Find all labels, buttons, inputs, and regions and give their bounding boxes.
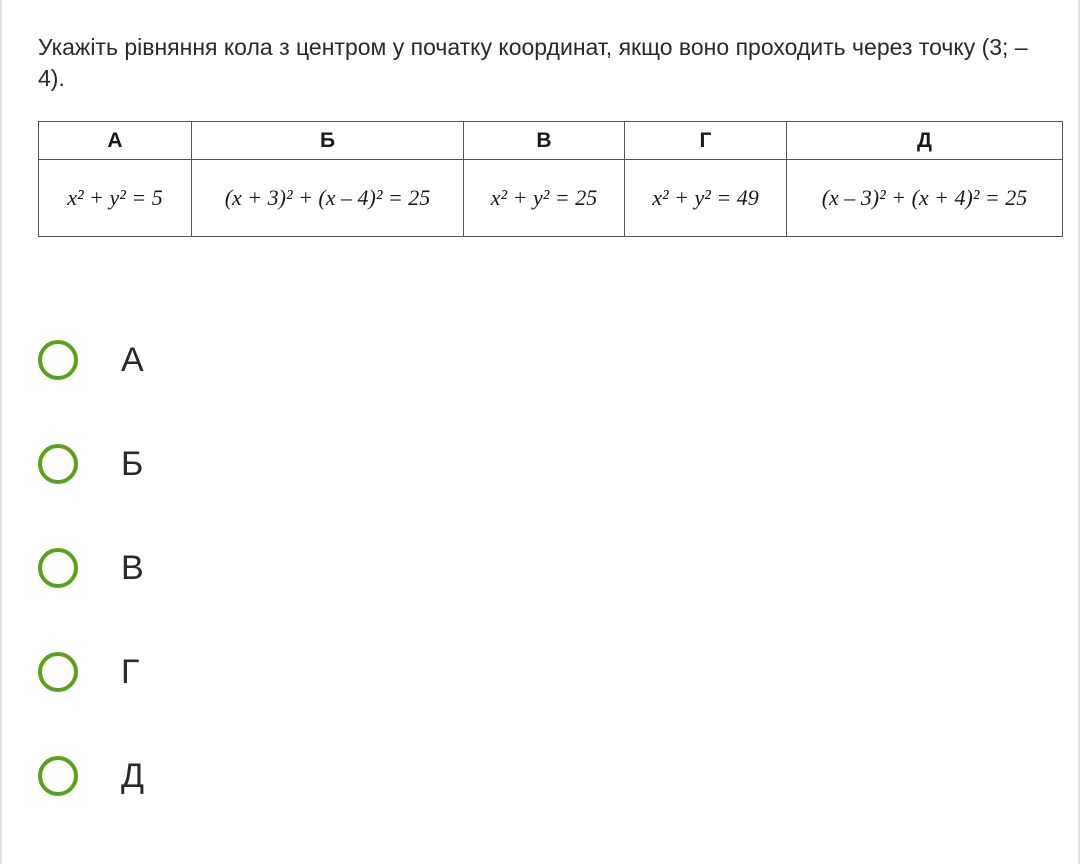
- table-header-row: [39, 122, 1063, 160]
- table-header-d: Д: [787, 122, 1063, 160]
- answer-label: Г: [121, 652, 140, 691]
- answer-label: Б: [121, 444, 144, 483]
- table-header-b: Б: [192, 122, 464, 160]
- table-header-g: Г: [625, 122, 787, 160]
- table-cell-a: x² + y² = 5: [39, 160, 192, 237]
- answer-label: Д: [121, 756, 145, 795]
- radio-circle-icon[interactable]: [38, 652, 78, 692]
- answer-options: [38, 334, 144, 854]
- radio-circle-icon[interactable]: [38, 548, 78, 588]
- table-cell-v: x² + y² = 25: [464, 160, 625, 237]
- answer-label: А: [121, 340, 144, 379]
- table-cell-g: x² + y² = 49: [625, 160, 787, 237]
- radio-circle-icon[interactable]: [38, 340, 78, 380]
- table-cell-b: (x + 3)² + (x – 4)² = 25: [192, 160, 464, 237]
- radio-circle-icon[interactable]: [38, 444, 78, 484]
- answer-option-d[interactable]: [38, 750, 144, 802]
- answer-option-g[interactable]: [38, 646, 144, 698]
- table-header-v: В: [464, 122, 625, 160]
- question-text: Укажіть рівняння кола з центром у початку координат, якщо воно проходить через точку (3; –4).: [38, 34, 1028, 91]
- frame-left-border: [0, 0, 2, 864]
- table-cell-d: (x – 3)² + (x + 4)² = 25: [787, 160, 1063, 237]
- radio-circle-icon[interactable]: [38, 756, 78, 796]
- answer-option-v[interactable]: [38, 542, 144, 594]
- answer-option-b[interactable]: [38, 438, 144, 490]
- options-table: [38, 121, 1063, 237]
- answer-label: В: [121, 548, 144, 587]
- table-header-a: А: [39, 122, 192, 160]
- answer-option-a[interactable]: [38, 334, 144, 386]
- table-row: [39, 160, 1063, 237]
